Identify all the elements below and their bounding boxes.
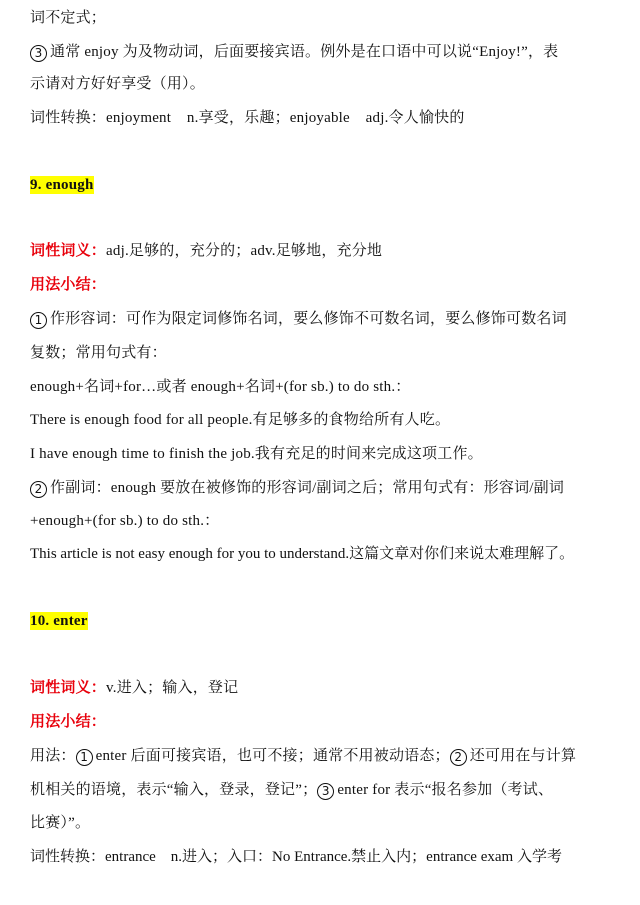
circled-number: 1 <box>76 749 93 766</box>
example-line <box>30 409 614 431</box>
text: 通常 enjoy 为及物动词，后面要接宾语。例外是在口语中可以说“Enjoy!”，表 <box>50 44 559 60</box>
text-line <box>30 846 614 868</box>
text: 示请对方好好享受（用）。 <box>30 76 205 92</box>
circled-number: 3 <box>30 45 47 62</box>
text-line <box>30 510 614 532</box>
meaning-line <box>30 240 614 262</box>
text: 机相关的语境，表示“输入，登录，登记”； <box>30 782 318 798</box>
text: 词性转换：enjoyment n.享受，乐趣；enjoyable adj.令人愉快的 <box>30 110 465 126</box>
text-line <box>30 7 614 29</box>
section-heading <box>30 174 614 196</box>
circled-number: 2 <box>30 481 47 498</box>
text: This article is not easy enough for you to understand.这篇文章对你们来说太难理解了。 <box>30 546 575 562</box>
circled-number: 2 <box>450 749 467 766</box>
section-heading <box>30 610 614 632</box>
meaning-text: adj.足够的，充分的；adv.足够地，充分地 <box>106 243 383 259</box>
text: I have enough time to finish the job.我有充足的时间来完成这项工作。 <box>30 446 483 462</box>
text: 作副词：enough 要放在被修饰的形容词/副词之后；常用句式有：形容词/副词 <box>50 480 565 496</box>
text-line <box>30 107 614 129</box>
usage-label-line <box>30 711 614 733</box>
text-line <box>30 342 614 364</box>
text: 词不定式； <box>30 10 107 26</box>
text: 作形容词：可作为限定词修饰名词，要么修饰不可数名词，要么修饰可数名词 <box>50 311 567 327</box>
text-line <box>30 812 614 834</box>
text: enter 后面可接宾语，也可不接；通常不用被动语态； <box>95 748 450 764</box>
example-line <box>30 543 614 565</box>
text-line <box>30 376 614 398</box>
heading-enter: 10. enter <box>30 613 88 629</box>
text-line <box>30 308 614 330</box>
usage-label: 用法小结： <box>30 277 107 293</box>
meaning-line <box>30 677 614 699</box>
meaning-label: 词性词义： <box>30 243 107 259</box>
usage-label: 用法小结： <box>30 714 107 730</box>
text-line <box>30 41 614 63</box>
text-line <box>30 745 614 767</box>
meaning-label: 词性词义： <box>30 680 107 696</box>
usage-label-line <box>30 274 614 296</box>
text: 比赛）”。 <box>30 815 91 831</box>
text: +enough+(for sb.) to do sth.： <box>30 513 220 529</box>
text-line <box>30 477 614 499</box>
text-line <box>30 73 614 95</box>
example-line <box>30 443 614 465</box>
text: enough+名词+for…或者 enough+名词+(for sb.) to do sth.： <box>30 379 411 395</box>
circled-number: 3 <box>317 783 334 800</box>
text: There is enough food for all people.有足够多的食物给所有人吃。 <box>30 412 451 428</box>
heading-enough: 9. enough <box>30 177 94 193</box>
text: 用法： <box>30 748 76 764</box>
text: enter for 表示“报名参加（考试、 <box>337 782 554 798</box>
text-line <box>30 779 614 801</box>
text: 词性转换：entrance n.进入；入口：No Entrance.禁止入内；entrance exam 入学考 <box>30 849 562 865</box>
circled-number: 1 <box>30 312 47 329</box>
text: 还可用在与计算 <box>469 748 577 764</box>
meaning-text: v.进入；输入，登记 <box>106 680 239 696</box>
text: 复数；常用句式有： <box>30 345 167 361</box>
